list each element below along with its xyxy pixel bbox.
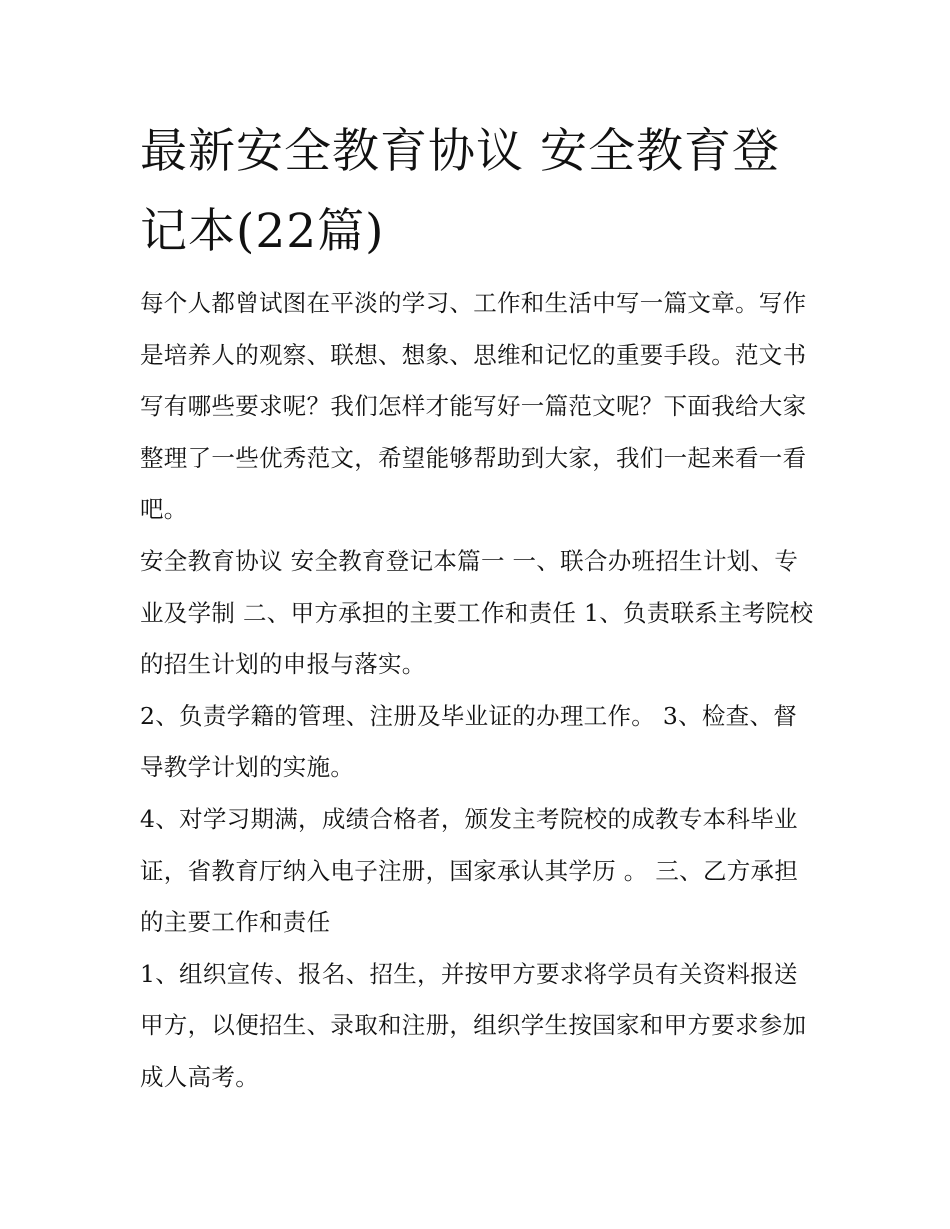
- body-paragraph: 安全教育协议 安全教育登记本篇一 一、联合办班招生计划、专业及学制 二、甲方承担的主要工作和责任 1、负责联系主考院校的招生计划的申报与落实。: [140, 546, 814, 679]
- document-title: 最新安全教育协议 安全教育登记本(22篇): [140, 124, 780, 259]
- body-paragraph: 4、对学习期满，成绩合格者，颁发主考院校的成教专本科毕业证，省教育厅纳入电子注册，国家承认其学历 。 三、乙方承担的主要工作和责任: [140, 804, 799, 937]
- body-paragraph: 1、组织宣传、报名、招生，并按甲方要求将学员有关资料报送甲方，以便招生、录取和注册，组织学生按国家和甲方要求参加成人高考。: [140, 959, 807, 1091]
- body-paragraph: 2、负责学籍的管理、注册及毕业证的办理工作。 3、检查、督导教学计划的实施。: [140, 701, 798, 782]
- intro-paragraph: 每个人都曾试图在平淡的学习、工作和生活中写一篇文章。写作是培养人的观察、联想、想象、思维和记忆的重要手段。范文书写有哪些要求呢？我们怎样才能写好一篇范文呢？下面我给大家整理了一些优秀范文，希望能够帮助到大家，我们一起来看一看吧。: [140, 289, 807, 524]
- document-page: [140, 112, 820, 1104]
